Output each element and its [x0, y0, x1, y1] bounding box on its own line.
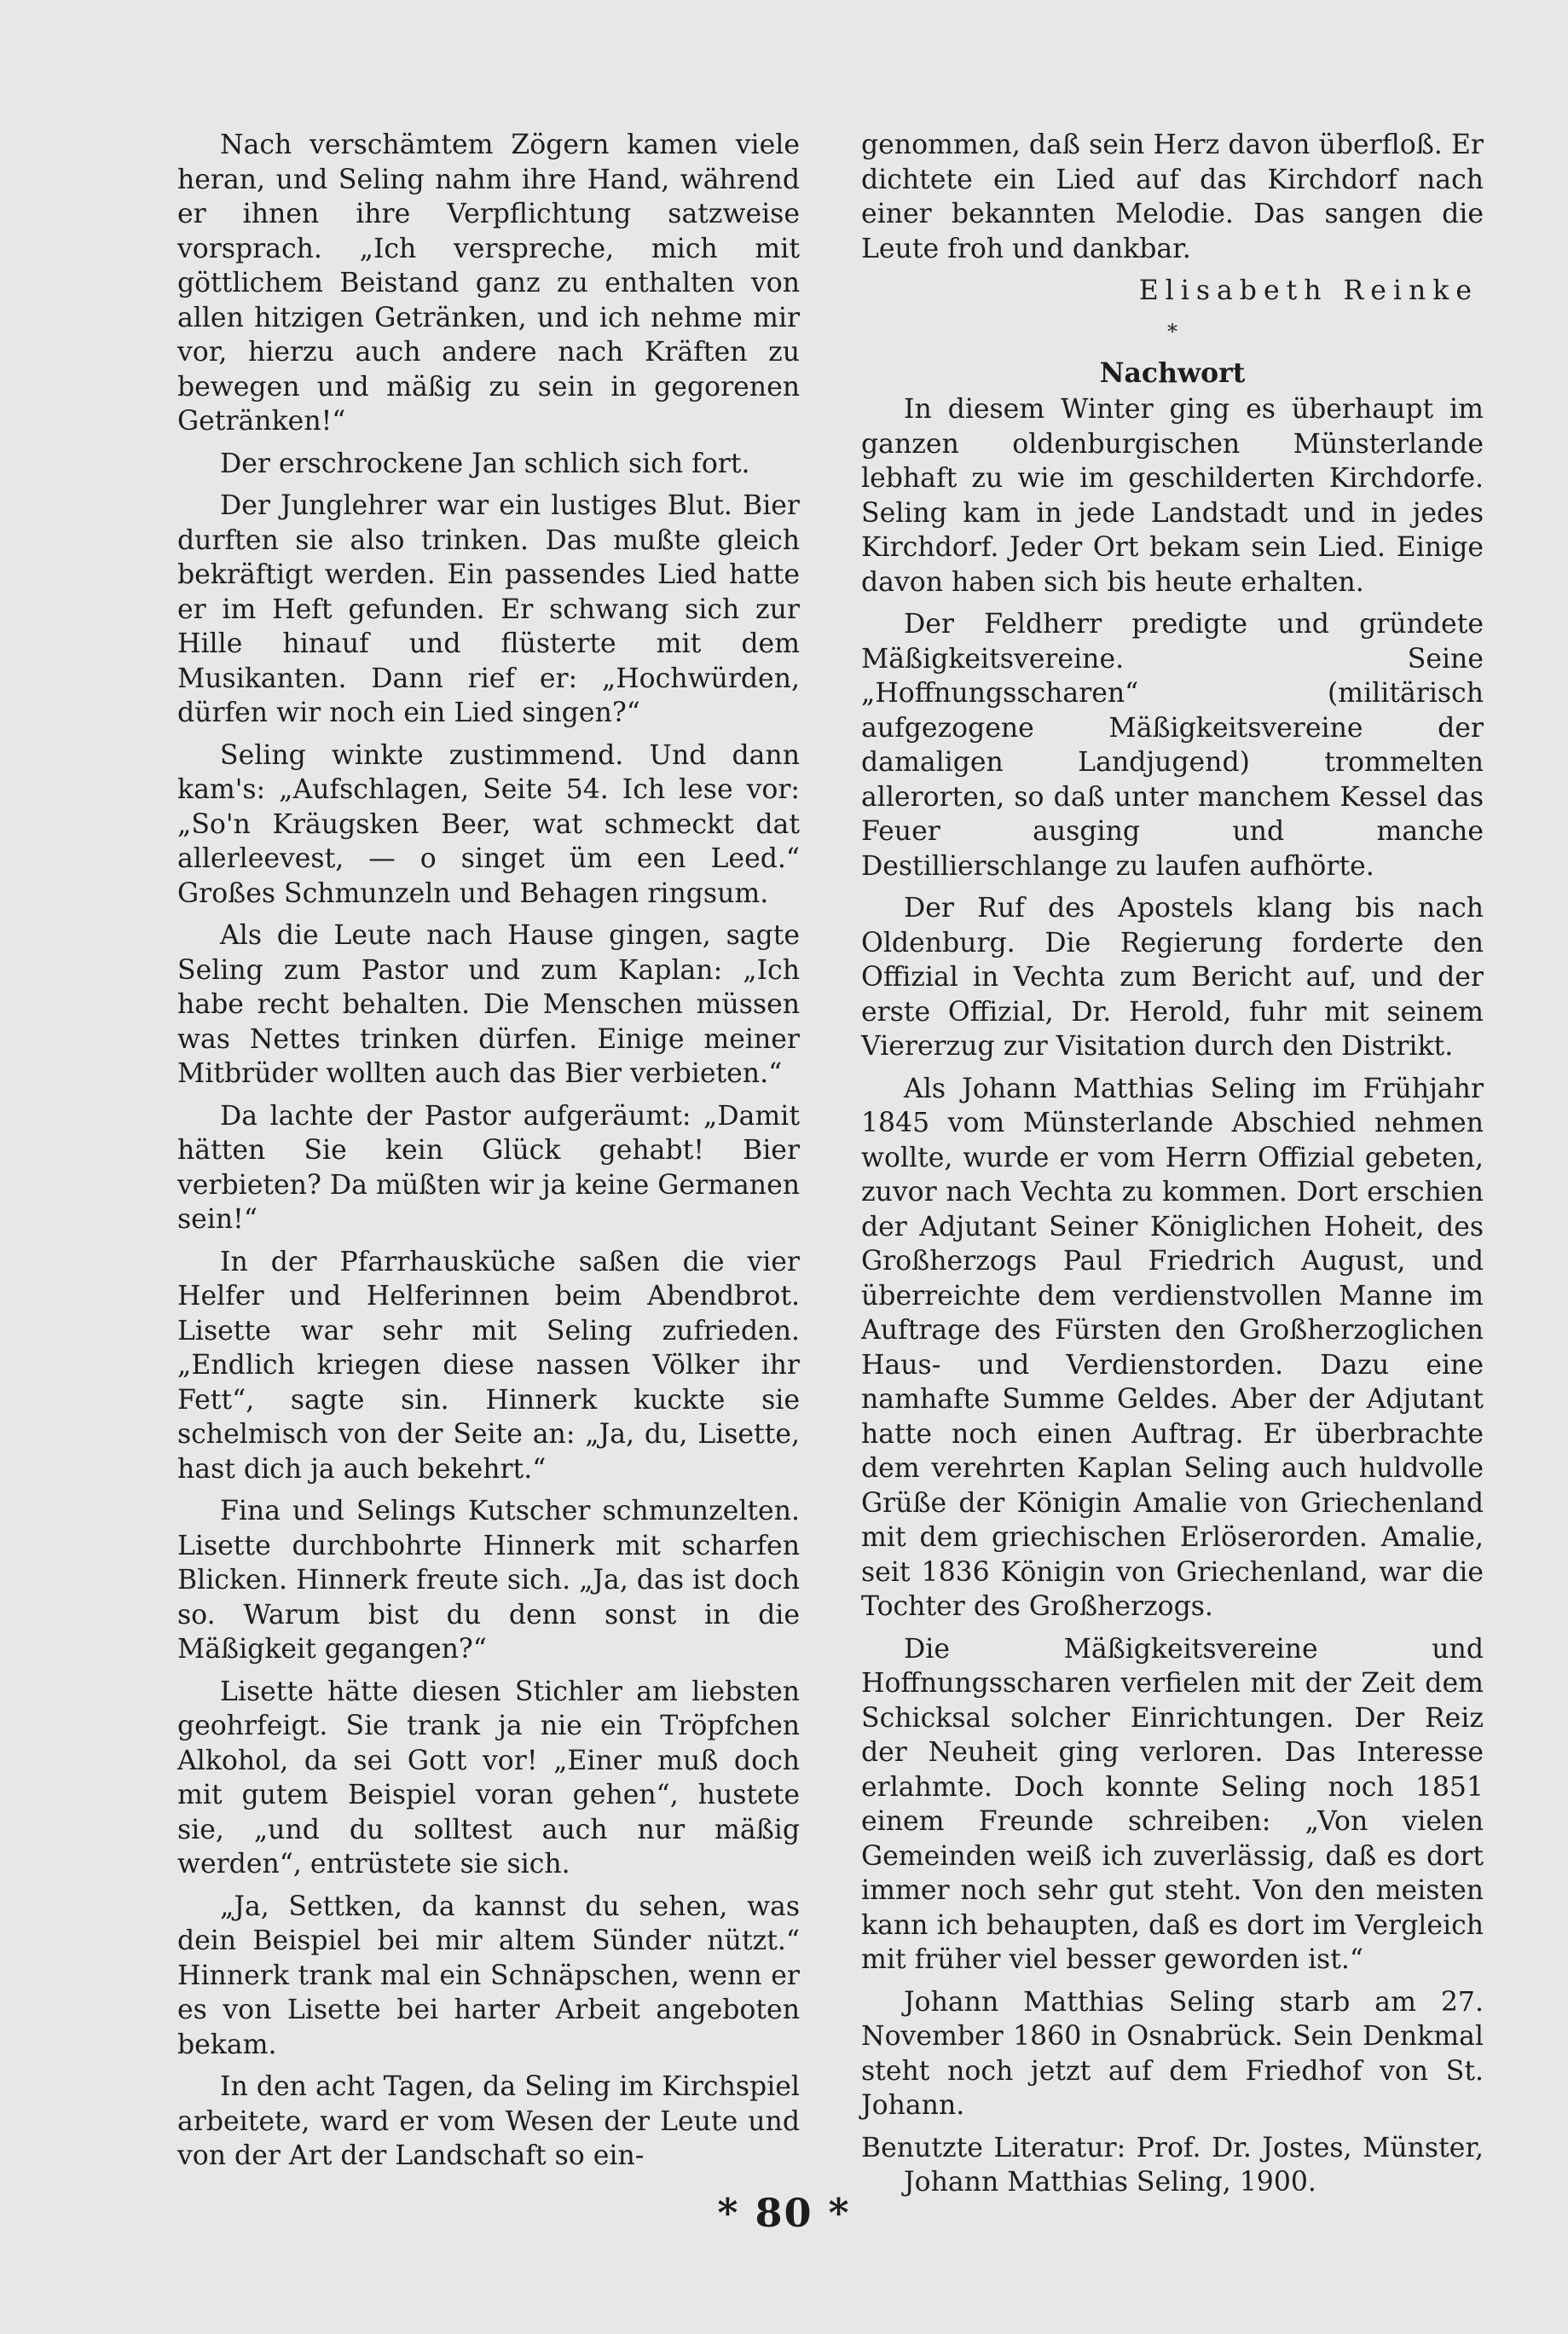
paragraph: In den acht Tagen, da Seling im Kirchspiel arbeitete, ward er vom Wesen der Leute und von der Art der Landschaft so ein- [177, 2071, 800, 2171]
paragraph: Johann Matthias Seling starb am 27. November 1860 in Osnabrück. Sein Denkmal steht noch jetzt auf dem Friedhof von St. Johann. [861, 1986, 1484, 2121]
right-column [861, 128, 1484, 2208]
paragraph: Der erschrockene Jan schlich sich fort. [220, 448, 750, 479]
paragraph: Als die Leute nach Hause gingen, sagte Seling zum Pastor und zum Kaplan: „Ich habe recht behalten. Die Menschen müssen was Nettes trinken dürfen. Einige meiner Mitbrüder wollten auch das Bier verbieten.“ [177, 920, 800, 1089]
continued-paragraph: genommen, daß sein Herz davon überfloß. Er dichtete ein Lied auf das Kirchdorf nach einer bekannten Melodie. Das sangen die Leute froh und dankbar. [861, 130, 1484, 264]
literature-reference: Benutzte Literatur: Prof. Dr. Jostes, Münster, Johann Matthias Seling, 1900. [861, 2132, 1484, 2198]
paragraph: Als Johann Matthias Seling im Frühjahr 1845 vom Münsterlande Abschied nehmen wollte, wurde er vom Herrn Offizial gebeten, zuvor nach Vechta zu kommen. Dort erschien der Adjutant Seiner Königlichen Hoheit, des Großherzogs Paul Friedrich August, und überreichte dem verdienstvollen Manne im Auftrage des Fürsten den Großherzoglichen Haus- und Verdienstorden. Dazu eine namhafte Summe Geldes. Aber der Adjutant hatte noch einen Auftrag. Er überbrachte dem verehrten Kaplan Seling auch huldvolle Grüße der Königin Amalie von Griechenland mit dem griechischen Erlöserorden. Amalie, seit 1836 Königin von Griechenland, war die Tochter des Großherzogs. [861, 1073, 1484, 1622]
paragraph: Der Ruf des Apostels klang bis nach Oldenburg. Die Regierung forderte den Offizial in Vechta zum Bericht auf, und der erste Offizial, Dr. Herold, fuhr mit seinem Viererzug zur Visitation durch den Distrikt. [861, 893, 1484, 1062]
page-number: * 80 * [717, 2190, 851, 2236]
left-column [177, 128, 800, 2181]
paragraph: Der Feldherr predigte und gründete Mäßigkeitsvereine. Seine „Hoffnungsscharen“ (militärisch aufgezogene Mäßigkeitsvereine der damaligen Landjugend) trommelten allerorten, so daß unter manchem Kessel das Feuer ausging und manche Destillierschlange zu laufen aufhörte. [861, 609, 1484, 882]
paragraph: Der Junglehrer war ein lustiges Blut. Bier durften sie also trinken. Das mußte gleich bekräftigt werden. Ein passendes Lied hatte er im Heft gefunden. Er schwang sich zur Hille hinauf und flüsterte mit dem Musikanten. Dann rief er: „Hochwürden, dürfen wir noch ein Lied singen?“ [177, 490, 800, 728]
section-heading: Nachwort [1099, 356, 1246, 389]
paragraph: „Ja, Settken, da kannst du sehen, was dein Beispiel bei mir altem Sünder nützt.“ Hinnerk trank mal ein Schnäpschen, wenn er es von Lisette bei harter Arbeit angeboten bekam. [177, 1891, 800, 2060]
author-signature: Elisabeth Reinke [1138, 275, 1478, 306]
paragraph: Nach verschämtem Zögern kamen viele heran, und Seling nahm ihre Hand, während er ihnen ihre Verpflichtung satzweise vorsprach. „Ich verspreche, mich mit göttlichem Beistand ganz zu enthalten von allen hitzigen Getränken, und ich nehme mir vor, hierzu auch andere nach Kräften zu bewegen und mäßig zu sein in gegorenen Getränken!“ [177, 130, 800, 437]
paragraph: In diesem Winter ging es überhaupt im ganzen oldenburgischen Münsterlande lebhaft zu wie im geschilderten Kirchdorfe. Seling kam in jede Landstadt und in jedes Kirchdorf. Jeder Ort bekam sein Lied. Einige davon haben sich bis heute erhalten. [861, 394, 1484, 598]
paragraph: Da lachte der Pastor aufgeräumt: „Damit hätten Sie kein Glück gehabt! Bier verbieten? Da müßten wir ja keine Germanen sein!“ [177, 1100, 800, 1235]
separator-star: * [1167, 319, 1177, 344]
paragraph: Seling winkte zustimmend. Und dann kam's: „Aufschlagen, Seite 54. Ich lese vor: „So'n Kräugsken Beer, wat schmeckt dat allerleevest, — o singet üm een Leed.“ Großes Schmunzeln und Behagen ringsum. [177, 739, 800, 909]
paragraph: Fina und Selings Kutscher schmunzelten. Lisette durchbohrte Hinnerk mit scharfen Blicken. Hinnerk freute sich. „Ja, das ist doch so. Warum bist du denn sonst in die Mäßigkeit gegangen?“ [177, 1496, 800, 1665]
paragraph: In der Pfarrhausküche saßen die vier Helfer und Helferinnen beim Abendbrot. Lisette war sehr mit Seling zufrieden. „Endlich kriegen diese nassen Völker ihr Fett“, sagte sin. Hinnerk kuckte sie schelmisch von der Seite an: „Ja, du, Lisette, hast dich ja auch bekehrt.“ [177, 1246, 800, 1485]
paragraph: Die Mäßigkeitsvereine und Hoffnungsscharen verfielen mit der Zeit dem Schicksal solcher Einrichtungen. Der Reiz der Neuheit ging verloren. Das Interesse erlahmte. Doch konnte Seling noch 1851 einem Freunde schreiben: „Von vielen Gemeinden weiß ich zuverlässig, daß es dort immer noch sehr gut steht. Von den meisten kann ich behaupten, daß es dort im Vergleich mit früher viel besser geworden ist.“ [861, 1633, 1484, 1975]
paragraph: Lisette hätte diesen Stichler am liebsten geohrfeigt. Sie trank ja nie ein Tröpfchen Alkohol, da sei Gott vor! „Einer muß doch mit gutem Beispiel voran gehen“, hustete sie, „und du solltest auch nur mäßig werden“, entrüstete sie sich. [177, 1676, 800, 1879]
